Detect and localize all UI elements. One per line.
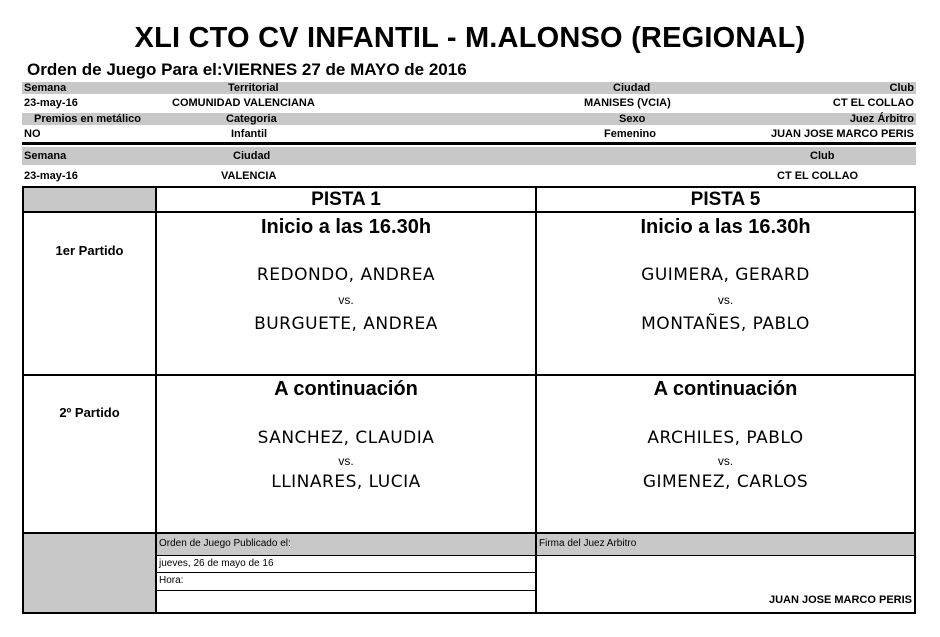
label-territorial: Territorial <box>228 82 279 94</box>
label-categoria: Categoria <box>226 113 277 125</box>
row-label-1: 1er Partido <box>55 243 124 258</box>
value-club: CT EL COLLAO <box>832 97 914 109</box>
firma-name: JUAN JOSE MARCO PERIS <box>768 594 912 606</box>
label-ciudad: Ciudad <box>613 82 651 94</box>
section-divider <box>22 142 916 145</box>
row-label-2: 2º Partido <box>59 405 120 420</box>
value-premios: NO <box>24 128 41 140</box>
value-juez: JUAN JOSE MARCO PERIS <box>770 128 914 140</box>
label-sexo: Sexo <box>619 113 646 125</box>
court5-match1-time: Inicio a las 16.30h <box>640 216 811 238</box>
value-categoria: Infantil <box>231 128 268 140</box>
label-semana-2: Semana <box>24 150 67 162</box>
court5-match2-player2: GIMENEZ, CARLOS <box>642 472 809 492</box>
label-ciudad-2: Ciudad <box>233 150 271 162</box>
label-club: Club <box>889 82 914 94</box>
court5-match1-vs: vs. <box>717 293 734 307</box>
label-juez: Juez Árbitro <box>849 113 914 125</box>
info3-value-row <box>22 170 916 183</box>
schedule-grid <box>22 186 916 614</box>
value-ciudad: MANISES (VCIA) <box>584 97 671 109</box>
court1-match2-player1: SANCHEZ, CLAUDIA <box>257 428 435 448</box>
court1-match1-player2: BURGUETE, ANDREA <box>254 314 438 334</box>
court1-match1-time: Inicio a las 16.30h <box>260 216 432 238</box>
info1-value-row <box>22 97 916 110</box>
court5-header: PISTA 5 <box>690 189 761 210</box>
value-territorial: COMUNIDAD VALENCIANA <box>172 97 315 109</box>
court1-match2-time: A continuación <box>274 378 418 400</box>
header-divider <box>22 211 916 213</box>
footer-corner-cell <box>24 534 155 612</box>
order-date-subtitle: Orden de Juego Para el:VIERNES 27 de MAYO de 2016 <box>27 60 467 79</box>
court5-match2-time: A continuación <box>653 378 798 400</box>
page-title: XLI CTO CV INFANTIL - M.ALONSO (REGIONAL) <box>134 22 806 54</box>
value-ciudad-2: VALENCIA <box>221 170 277 182</box>
corner-cell <box>24 188 155 211</box>
value-semana: 23-may-16 <box>24 97 78 109</box>
info3-label-bar <box>22 147 916 165</box>
court5-match2-player1: ARCHILES, PABLO <box>647 428 804 448</box>
value-sexo: Femenino <box>604 128 656 140</box>
court1-match2-vs: vs. <box>338 454 354 468</box>
court1-match1-player1: REDONDO, ANDREA <box>256 265 436 285</box>
court5-match2-vs: vs. <box>717 454 734 468</box>
label-semana: Semana <box>24 82 67 94</box>
court1-header: PISTA 1 <box>311 189 381 210</box>
info2-label-bar <box>22 113 916 125</box>
hora-label: Hora: <box>157 573 535 591</box>
court1-match1-vs: vs. <box>338 293 354 307</box>
firma-label: Firma del Juez Arbitro <box>537 534 914 556</box>
info1-label-bar <box>22 82 916 94</box>
label-premios: Premios en metálico <box>34 113 141 125</box>
info2-value-row <box>22 128 916 141</box>
court5-match1-player2: MONTAÑES, PABLO <box>641 314 810 334</box>
published-label: Orden de Juego Publicado el: <box>157 534 535 556</box>
value-club-2: CT EL COLLAO <box>777 170 859 182</box>
row-divider-1 <box>22 374 916 376</box>
label-club-2: Club <box>810 150 835 162</box>
value-semana-2: 23-may-16 <box>24 170 78 182</box>
court5-match1-player1: GUIMERA, GERARD <box>641 265 810 285</box>
published-date: jueves, 26 de mayo de 16 <box>157 556 535 573</box>
court1-match2-player2: LLINARES, LUCIA <box>271 472 421 492</box>
